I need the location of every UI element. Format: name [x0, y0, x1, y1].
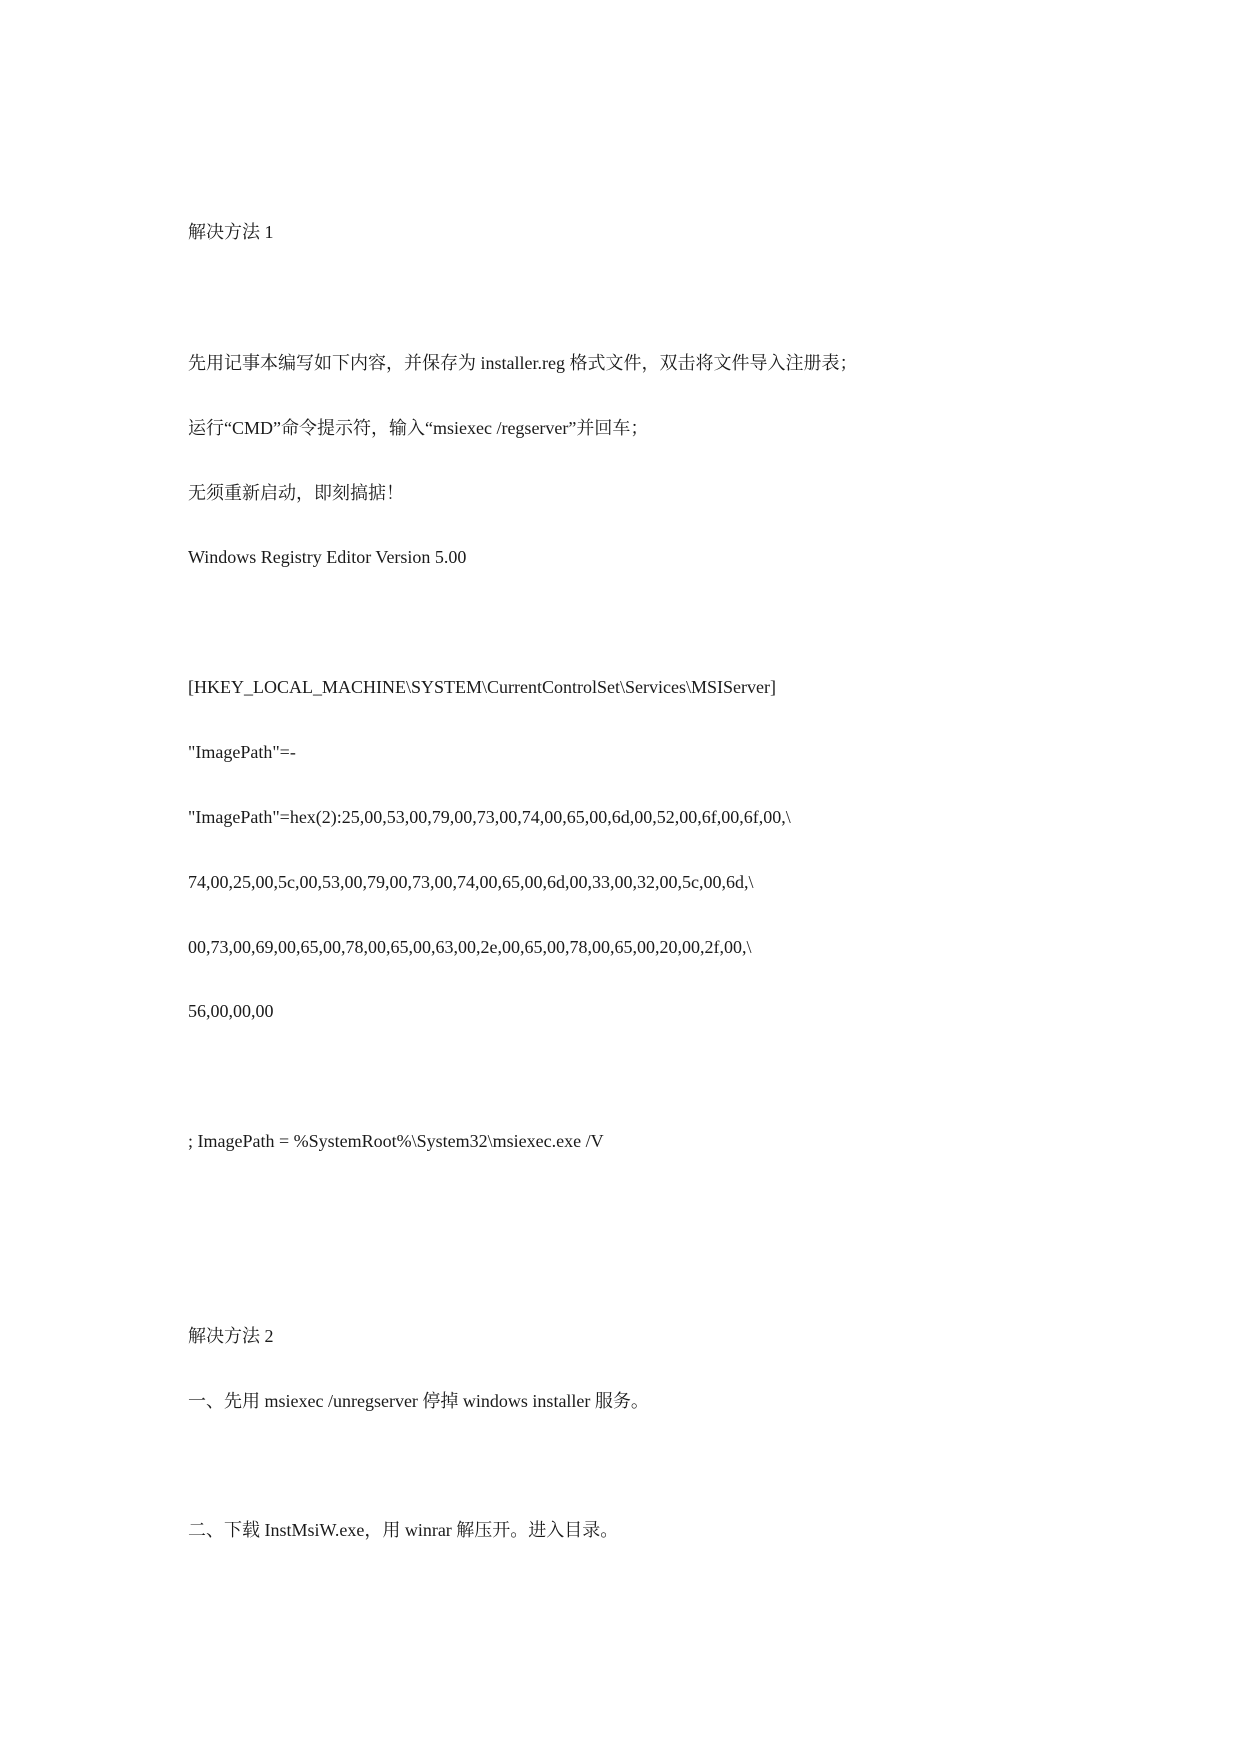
heading-method-1: 解决方法 1 [188, 222, 274, 242]
registry-key-line: [HKEY_LOCAL_MACHINE\SYSTEM\CurrentControlSet\Services\MSIServer] [188, 677, 776, 697]
text-line: 二、下载 InstMsiW.exe，用 winrar 解压开。进入目录。 [188, 1520, 619, 1540]
text-line: 无须重新启动，即刻搞掂！ [188, 483, 404, 503]
text-line: 一、先用 msiexec /unregserver 停掉 windows installer 服务。 [188, 1391, 649, 1411]
text-line: 先用记事本编写如下内容，并保存为 installer.reg 格式文件，双击将文件导入注册表； [188, 353, 858, 373]
registry-value-line: 00,73,00,69,00,65,00,78,00,65,00,63,00,2e,00,65,00,78,00,65,00,20,00,2f,00,\ [188, 937, 752, 957]
registry-comment-line: ; ImagePath = %SystemRoot%\System32\msiexec.exe /V [188, 1131, 604, 1151]
text-line: Windows Registry Editor Version 5.00 [188, 547, 467, 567]
registry-value-line: "ImagePath"=- [188, 742, 296, 762]
registry-value-line: 56,00,00,00 [188, 1001, 274, 1021]
text-line: 运行“CMD”命令提示符，输入“msiexec /regserver”并回车； [188, 418, 649, 438]
registry-value-line: "ImagePath"=hex(2):25,00,53,00,79,00,73,00,74,00,65,00,6d,00,52,00,6f,00,6f,00,\ [188, 807, 791, 827]
registry-value-line: 74,00,25,00,5c,00,53,00,79,00,73,00,74,00,65,00,6d,00,33,00,32,00,5c,00,6d,\ [188, 872, 754, 892]
heading-method-2: 解决方法 2 [188, 1326, 274, 1346]
